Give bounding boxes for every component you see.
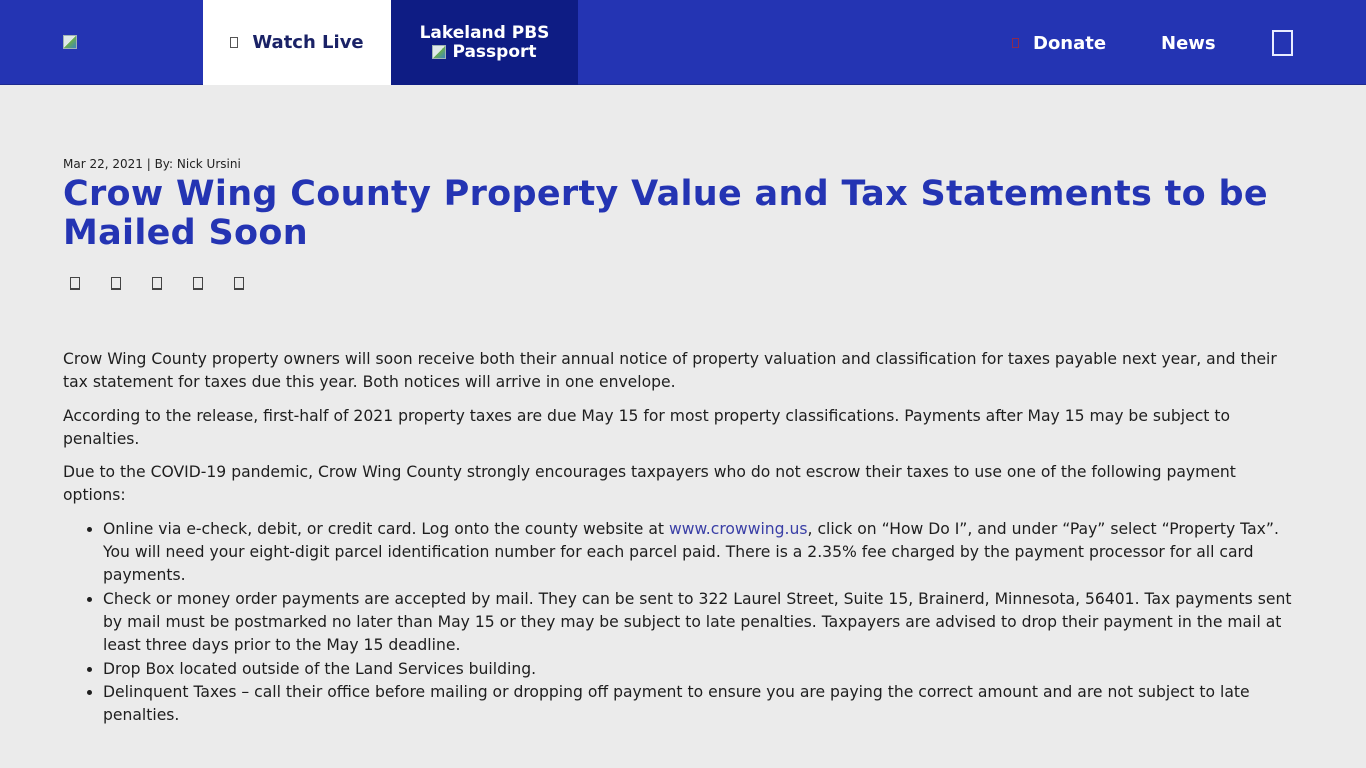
pinterest-icon[interactable] — [193, 277, 203, 290]
list-item: • Drop Box located outside of the Land Services building. — [103, 658, 1303, 681]
passport-line2: Passport — [452, 41, 537, 62]
paragraph: Due to the COVID-19 pandemic, Crow Wing County strongly encourages taxpayers who do not escrow their taxes to use one of the following payment options: — [63, 463, 1236, 505]
heart-icon — [1012, 38, 1019, 48]
menu-icon[interactable] — [1272, 30, 1293, 56]
list-item: • Delinquent Taxes – call their office before mailing or dropping off payment to ensure you are paying the correct amount and are not subject to late penalties. — [103, 681, 1303, 728]
byline: Mar 22, 2021 | By: Nick Ursini — [63, 157, 241, 171]
broken-image-icon — [63, 35, 77, 49]
linkedin-icon[interactable] — [152, 277, 162, 290]
share-bar — [63, 277, 1303, 290]
email-icon[interactable] — [234, 277, 244, 290]
site-logo[interactable] — [63, 35, 79, 51]
article — [63, 155, 1303, 727]
site-header — [0, 0, 1366, 85]
facebook-icon[interactable] — [70, 277, 80, 290]
news-link[interactable] — [1161, 28, 1216, 58]
paragraph: Crow Wing County property owners will soon receive both their annual notice of property valuation and classification for taxes payable next year, and their tax statement for taxes due this year. Both notices will arrive in one envelope. — [63, 350, 1277, 392]
passport-button[interactable] — [391, 0, 578, 85]
page-title: Crow Wing County Property Value and Tax Statements to be Mailed Soon — [63, 174, 1268, 253]
watch-live-button[interactable] — [203, 0, 391, 85]
paragraph: According to the release, first-half of 2021 property taxes are due May 15 for most property classifications. Payments after May 15 may be subject to penalties. — [63, 406, 1231, 448]
donate-link[interactable] — [1012, 28, 1106, 58]
passport-line1: Lakeland PBS — [419, 22, 550, 43]
watch-live-label: Watch Live — [252, 32, 364, 53]
donate-label: Donate — [1033, 32, 1107, 54]
tv-icon — [230, 37, 238, 48]
payment-options-list — [63, 518, 1303, 728]
passport-logo-icon — [432, 45, 446, 59]
county-website-link[interactable]: www.crowwing.us — [668, 519, 808, 538]
news-label: News — [1161, 32, 1216, 54]
list-item: • Check or money order payments are accepted by mail. They can be sent to 322 Laurel Street, Suite 15, Brainerd, Minnesota, 56401. Tax payments sent by mail must be postmarked no later than May 15 or they may be subject to late penalties. Taxpayers are advised to drop their payment in the mail at least three days prior to the May 15 deadline. — [103, 588, 1303, 658]
twitter-icon[interactable] — [111, 277, 121, 290]
list-item: • Online via e-check, debit, or credit card. Log onto the county website at www.crowwing.us, click on “How Do I”, and under “Pay” select “Property Tax”. You will need your eight-digit parcel identification number for each parcel paid. There is a 2.35% fee charged by the payment processor for all card payments. — [103, 518, 1303, 588]
article-body — [63, 348, 1303, 727]
